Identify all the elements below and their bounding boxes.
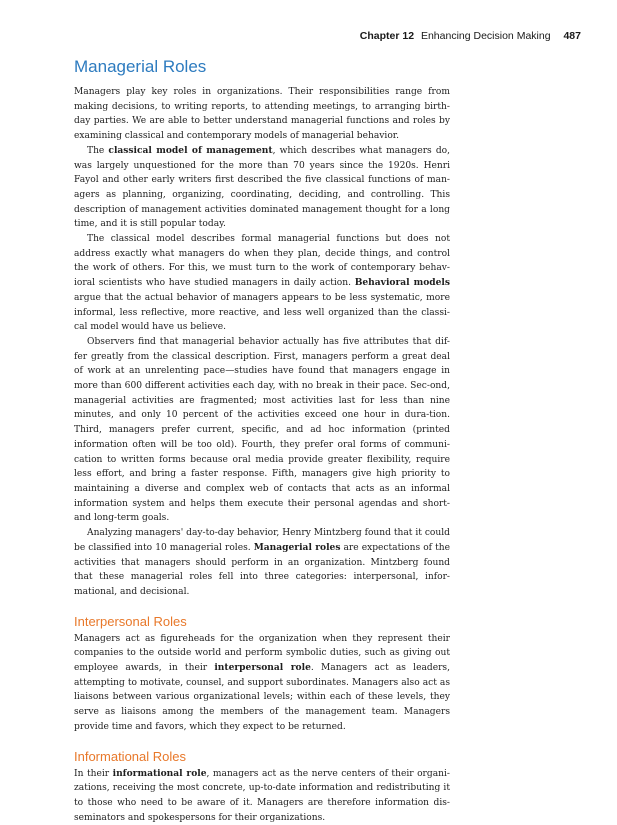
paragraph-text: . Managers act as leaders, attempting to motivate, counsel, and support subordinates. Managers also act as liaisons between various organizational levels; within each of these levels, they serve as liaisons among the members of the management team. Managers provide time and favors, which they expect to be returned. — [74, 663, 450, 732]
paragraph-classical-model — [74, 144, 450, 232]
running-head — [360, 30, 581, 42]
paragraph-interpersonal — [74, 632, 450, 735]
key-term-interpersonal-role: interpersonal role — [214, 662, 311, 674]
paragraph-text: The classical model describes formal managerial functions but does not address exactly what managers do when they plan, decide things, and control the work of others. For this, we must turn to the work of contemporary behav-ioral scientists who have studied managers in daily action. — [74, 234, 450, 289]
paragraph-text: Managers play key roles in organizations. Their responsibilities range from making decisions, to writing reports, to attending meetings, to arranging birth-day parties. We are able to better understand managerial functions and roles by examining classical and contemporary models of managerial behavior. — [74, 87, 450, 142]
paragraph-intro — [74, 85, 450, 144]
paragraph-text: are expectations of the activities that managers should perform in an organization. Mintzberg found that these managerial roles fell into three categories: interpersonal, infor-mational, and decisional. — [74, 542, 450, 597]
key-term-classical-model: classical model of management — [108, 144, 273, 156]
chapter-label: Chapter 12 — [359, 30, 415, 42]
paragraph-mintzberg — [74, 526, 450, 600]
subsection-heading-informational: Informational Roles — [74, 748, 186, 764]
page-number: 487 — [563, 30, 581, 42]
paragraph-text: Managers act as figureheads for the organization when they represent their companies to the outside world and perform symbolic duties, such as giving out employee awards, in their — [74, 633, 450, 674]
paragraph-text: , which describes what managers do, was largely unquestioned for the more than 70 years since the 1920s. Henri Fayol and other early writers first described the five classical functions of man-agers as planning, organizing, coordinating, deciding, and controlling. This description of management activities dominated management thought for a long time, and it is still popular today. — [74, 145, 451, 230]
subsection-heading-interpersonal: Interpersonal Roles — [74, 613, 187, 629]
paragraph-behavioral-models — [74, 232, 450, 335]
paragraph-text: In their — [74, 768, 113, 779]
paragraph-text: Observers find that managerial behavior actually has five attributes that dif-fer greatly from the classical description. First, managers perform a great deal of work at an unrelenting pace—studies have found that managers engage in more than 600 different activities each day, with no break in their pace. Sec-ond, managerial activities are fragmented; most activities last for less than nine minutes, and only 10 percent of the activities exceed one hour in dura-tion. Third, managers prefer current, specific, and ad hoc information (printed information often will be too old). Fourth, they prefer oral forms of communi-cation to written forms because oral media provide greater flexibility, require less effort, and bring a faster response. Fifth, managers give high priority to maintaining a diverse and complex web of contacts that acts as an informal information system and helps them execute their personal agendas and short-and long-term goals. — [74, 336, 450, 524]
paragraph-five-attributes — [74, 335, 450, 526]
page-body — [74, 51, 450, 825]
key-term-informational-role: informational role — [112, 767, 207, 779]
chapter-title: Enhancing Decision Making — [420, 30, 551, 42]
key-term-behavioral-models: Behavioral models — [354, 277, 450, 289]
paragraph-text: argue that the actual behavior of managers appears to be less systematic, more informal, less reflective, more reactive, and less well organized than the classi-cal model would have us believe. — [74, 292, 450, 333]
paragraph-informational — [74, 767, 450, 825]
section-heading-managerial-roles: Managerial Roles — [74, 57, 207, 76]
paragraph-text: , managers act as the nerve centers of their organi-zations, receiving the most concrete, up-to-date information and redistributing it to those who need to be aware of it. Managers are therefore information dis-seminators and spokespersons for their organizations. — [74, 768, 450, 823]
key-term-managerial-roles: Managerial roles — [253, 541, 341, 553]
paragraph-text: The — [87, 145, 109, 156]
paragraph-text: Analyzing managers' day-to-day behavior, Henry Mintzberg found that it could be classified into 10 managerial roles. — [74, 528, 450, 553]
